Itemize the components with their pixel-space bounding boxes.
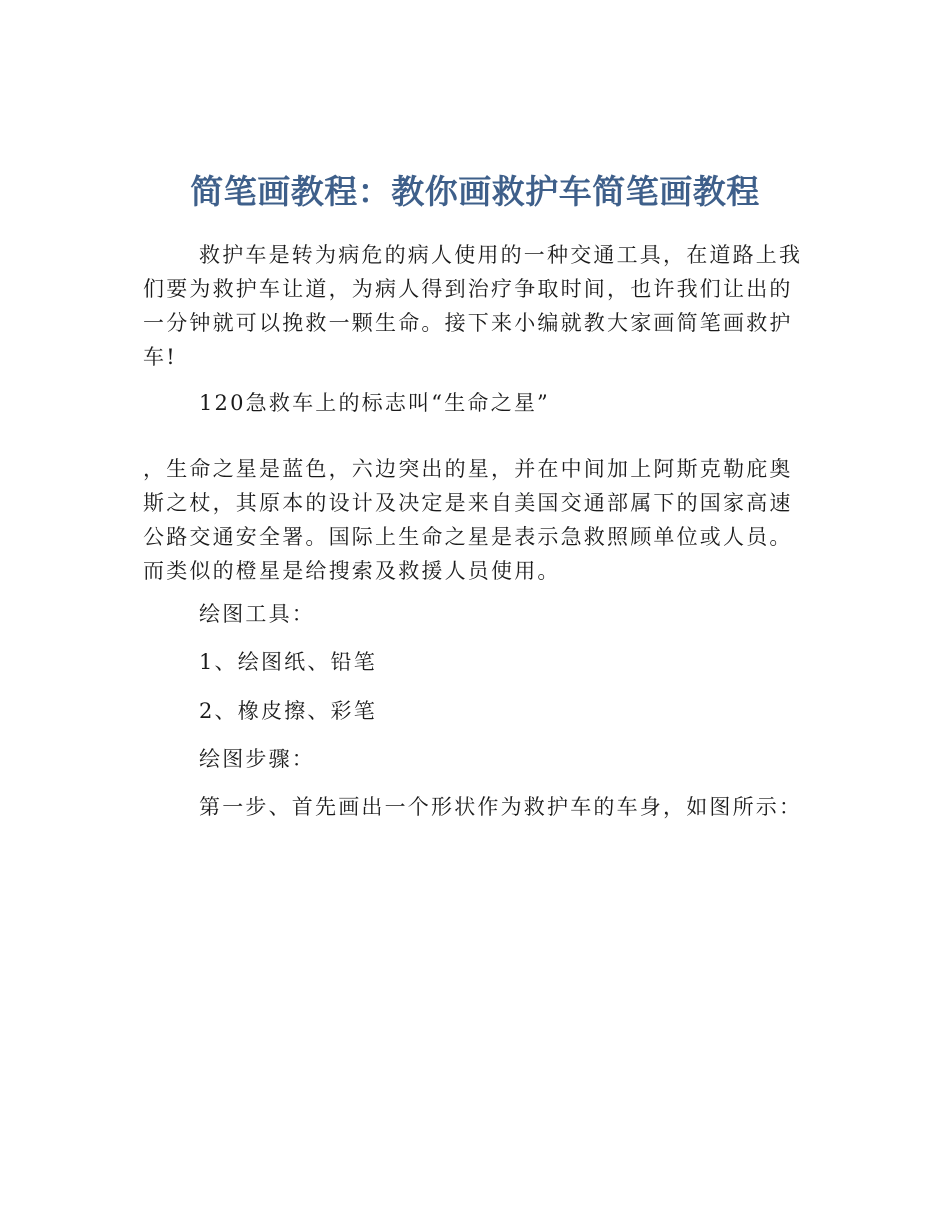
step-1-paragraph: 第一步、首先画出一个形状作为救护车的车身，如图所示： [199,795,803,819]
star-of-life-paragraph: ，生命之星是蓝色，六边突出的星，并在中间加上阿斯克勒庇奥斯之杖，其原本的设计及决定是来自美国交通部属下的国家高速公路交通安全署。国际上生命之星是表示急救照顾单位或人员。而类似的橙星是给搜索及救援人员使用。 [143,457,793,583]
document-title: 简笔画教程：教你画救护车简笔画教程 [190,172,760,212]
steps-heading: 绘图步骤： [199,747,315,771]
intro-paragraph: 救护车是转为病危的病人使用的一种交通工具，在道路上我们要为救护车让道，为病人得到治疗争取时间，也许我们让出的一分钟就可以挽救一颗生命。接下来小编就教大家画简笔画救护车! [143,243,803,369]
tools-heading: 绘图工具： [199,602,315,626]
tool-item-2: 2、橡皮擦、彩笔 [199,699,377,723]
tool-item-1: 1、绘图纸、铅笔 [199,650,377,674]
emblem-paragraph: 120急救车上的标志叫“生命之星” [199,391,550,415]
